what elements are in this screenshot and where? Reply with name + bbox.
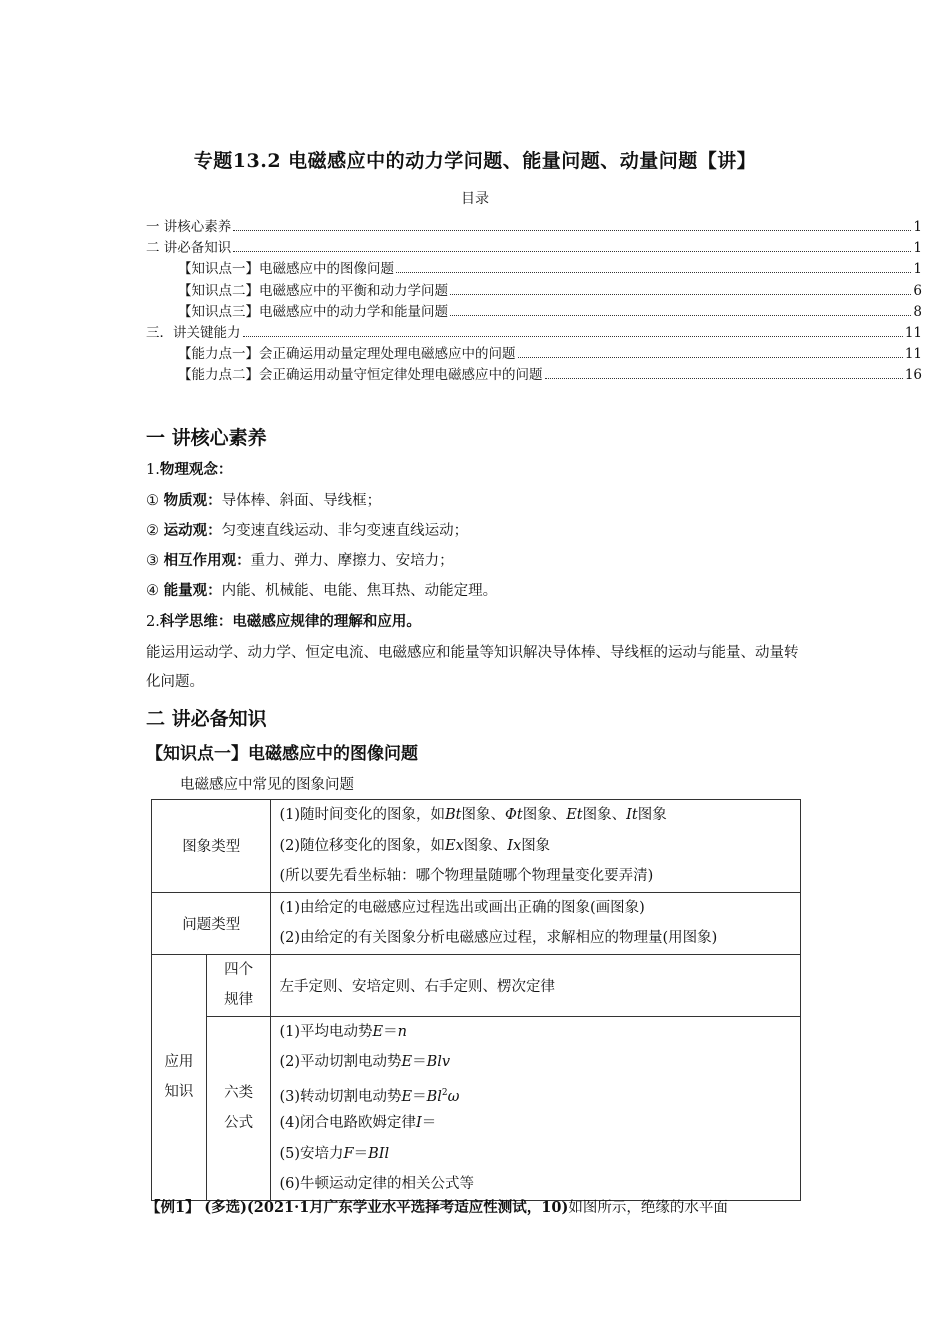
example-1 (146, 1196, 728, 1217)
toc-entry[interactable] (146, 300, 922, 321)
toc-entry[interactable] (146, 279, 922, 300)
four-laws-label-2: 规律 (224, 992, 254, 1008)
toc-entry-page: 11 (904, 346, 922, 363)
six-formulas-label-1: 六类 (224, 1084, 254, 1101)
toc-entry[interactable] (146, 321, 922, 342)
toc-entry-label: 【能力点一】会正确运用动量定理处理电磁感应中的问题 (178, 346, 516, 363)
view-1 (146, 491, 381, 511)
toc-leader-dots (243, 335, 903, 337)
table-row (152, 1016, 801, 1200)
toc-entry-label: 【知识点二】电磁感应中的平衡和动力学问题 (178, 282, 448, 299)
view-2-text: 匀变速直线运动、非匀变速直线运动； (221, 523, 469, 539)
toc-entry[interactable] (146, 236, 922, 257)
toc-entry-label: 【知识点一】电磁感应中的图像问题 (178, 261, 394, 278)
table-caption: 电磁感应中常见的图象问题 (180, 777, 354, 793)
toc-entry-page: 6 (913, 282, 922, 299)
item2-label: 科学思维：电磁感应规律的理解和应用。 (159, 613, 421, 630)
item1-num: 1. (146, 462, 160, 478)
toc-entry-label: 二 讲必备知识 (146, 240, 232, 257)
view-2 (146, 521, 468, 541)
toc-entry[interactable] (146, 257, 922, 278)
table-row (152, 892, 801, 954)
formula-2: (2)平动切割电动势E＝Blv (279, 1054, 451, 1070)
view-4-label: 能量观： (163, 582, 222, 599)
point1-heading: 【知识点一】电磁感应中的图像问题 (146, 744, 418, 764)
section1-paragraph: 能运用运动学、动力学、恒定电流、电磁感应和能量等知识解决导体棒、导线框的运动与能量、动量转化问题。 (146, 645, 799, 690)
four-laws-label-1: 四个 (224, 961, 254, 978)
table-row (152, 954, 801, 1016)
graph-type-line-3: (所以要先看坐标轴：哪个物理量随哪个物理量变化要弄清) (279, 868, 654, 884)
view-3 (146, 551, 454, 571)
row-label-problem-type: 问题类型 (152, 892, 271, 954)
page-title: 专题13.2 电磁感应中的动力学问题、能量问题、动量问题【讲】 (193, 150, 757, 172)
toc-entry-label: 【能力点二】会正确运用动量守恒定律处理电磁感应中的问题 (178, 367, 543, 384)
formula-4: (4)闭合电路欧姆定律I＝ (279, 1115, 437, 1131)
view-3-text: 重力、弹力、摩擦力、安培力； (250, 553, 454, 569)
toc-heading: 目录 (461, 191, 489, 207)
toc-entry-label: 【知识点三】电磁感应中的动力学和能量问题 (178, 303, 448, 320)
table-of-contents (146, 215, 922, 385)
section1-heading: 一 讲核心素养 (146, 427, 267, 449)
six-formulas-content (271, 1016, 801, 1200)
toc-leader-dots (233, 229, 911, 231)
view-1-label: 物质观： (163, 492, 222, 509)
toc-entry-page: 1 (913, 240, 922, 257)
section1-item1 (146, 460, 232, 480)
example-text: 如图所示，绝缘的水平面 (568, 1200, 728, 1216)
knowledge-table (151, 799, 801, 1201)
table-row (152, 800, 801, 893)
toc-entry-page: 16 (904, 367, 922, 384)
row-label-applied-knowledge (152, 954, 207, 1200)
graph-type-content (271, 800, 801, 893)
toc-entry[interactable] (146, 342, 922, 363)
toc-leader-dots (396, 271, 911, 273)
toc-leader-dots (450, 314, 911, 316)
formula-1: (1)平均电动势E＝n (279, 1023, 407, 1040)
toc-entry-page: 1 (913, 261, 922, 278)
view-4-text: 内能、机械能、电能、焦耳热、动能定理。 (221, 583, 498, 599)
applied-label-2: 知识 (164, 1084, 194, 1100)
toc-leader-dots (545, 377, 903, 379)
applied-label-1: 应用 (164, 1053, 194, 1070)
toc-entry-page: 1 (913, 219, 922, 235)
section1-item2 (146, 612, 421, 632)
example-label: 【例1】 (146, 1199, 200, 1216)
view-1-num: ① (146, 493, 159, 509)
four-laws-content: 左手定则、安培定则、右手定则、楞次定律 (271, 954, 801, 1016)
graph-type-line-1: (1)随时间变化的图象，如Bt图象、Φt图象、Et图象、It图象 (279, 807, 667, 823)
formula-6: (6)牛顿运动定律的相关公式等 (279, 1176, 475, 1192)
toc-leader-dots (450, 293, 911, 295)
view-3-label: 相互作用观： (163, 552, 251, 569)
problem-type-content (271, 892, 801, 954)
view-3-num: ③ (146, 553, 159, 569)
section2-heading: 二 讲必备知识 (146, 708, 267, 730)
toc-entry-label: 一 讲核心素养 (146, 219, 232, 235)
toc-leader-dots (233, 250, 911, 252)
problem-type-line-2: (2)由给定的有关图象分析电磁感应过程，求解相应的物理量(用图象) (279, 930, 718, 946)
sub-label-four-laws (206, 954, 271, 1016)
view-2-num: ② (146, 523, 159, 539)
view-4-num: ④ (146, 583, 159, 599)
view-1-text: 导体棒、斜面、导线框； (221, 493, 382, 509)
toc-entry[interactable] (146, 363, 922, 384)
problem-type-line-1: (1)由给定的电磁感应过程选出或画出正确的图象(画图象) (279, 899, 645, 916)
view-4 (146, 581, 497, 601)
example-tag: (多选)(2021·1月广东学业水平选择考适应性测试，10) (204, 1199, 569, 1216)
view-2-label: 运动观： (163, 522, 222, 539)
toc-entry-page: 11 (904, 324, 922, 341)
toc-entry[interactable] (146, 215, 922, 236)
item2-num: 2. (146, 614, 160, 630)
formula-3: (3)转动切割电动势$E=Bl^2\omega$ (279, 1087, 460, 1105)
graph-type-line-2: (2)随位移变化的图象，如Ex图象、Ix图象 (279, 837, 551, 854)
toc-leader-dots (518, 356, 903, 358)
toc-entry-label: 三．讲关键能力 (146, 324, 241, 341)
six-formulas-label-2: 公式 (224, 1115, 254, 1131)
formula-5: (5)安培力F＝BIl (279, 1145, 390, 1162)
sub-label-six-formulas (206, 1016, 271, 1200)
toc-entry-page: 8 (913, 303, 922, 320)
row-label-graph-type: 图象类型 (152, 800, 271, 893)
item1-label: 物理观念： (159, 461, 233, 478)
